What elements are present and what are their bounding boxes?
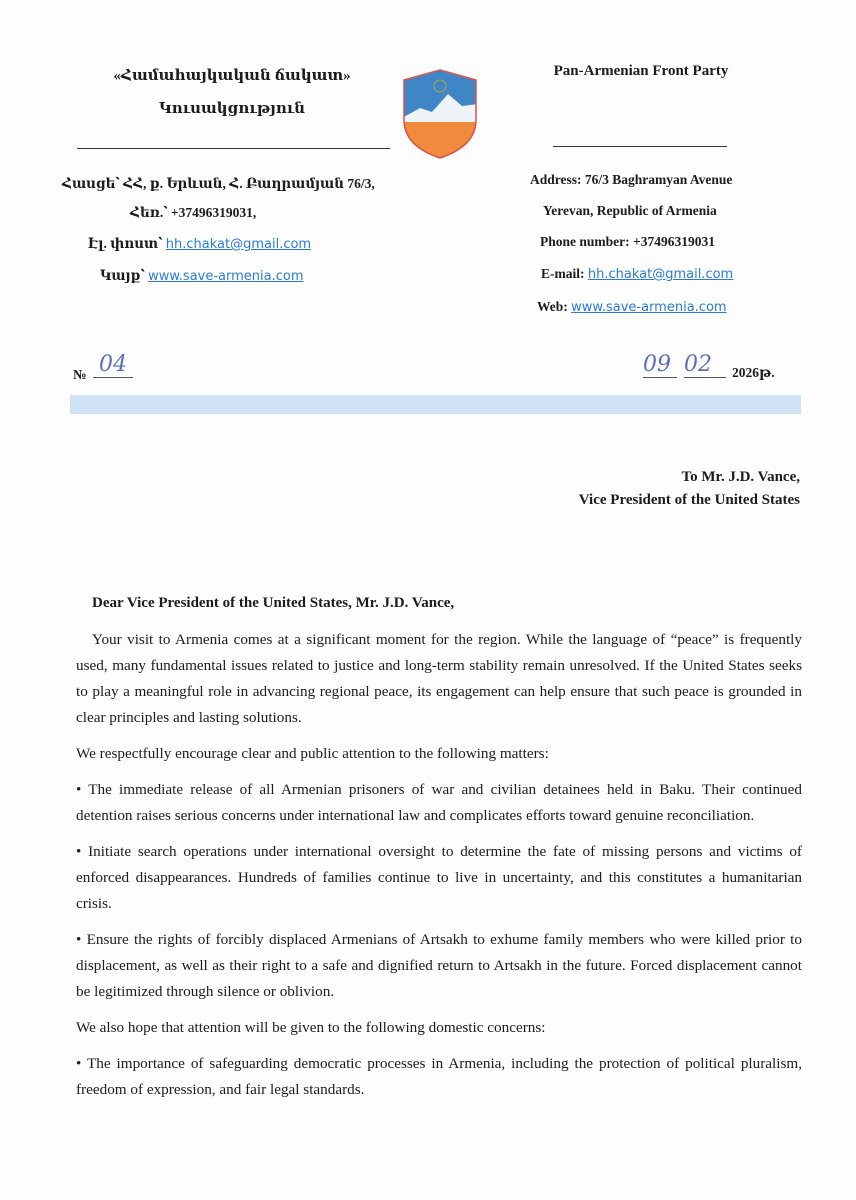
header-rule-right (553, 146, 727, 147)
paragraph-request: We respectfully encourage clear and public attention to the following matters: (76, 745, 549, 762)
address-armenian: Հասցե՝ ՀՀ, ք. Երևան, Հ. Բաղրամյան 76/3, (62, 176, 375, 191)
header-band (70, 395, 801, 414)
phone-english: Phone number: +37496319031 (540, 234, 715, 249)
bullet-missing-persons: • Initiate search operations under international oversight to determine the fate of missing persons and victims of enforced disappearances. Hundreds of families continue to live in uncertainty, and this constitutes a humanitarian crisis. (76, 843, 802, 912)
email-english-row (541, 266, 733, 282)
web-label: Web: (537, 299, 568, 314)
letter-body (76, 627, 802, 1113)
bullet-prisoners: • The immediate release of all Armenian prisoners of war and civilian detainees held in Baku. Their continued detention raises serious concerns under international law and complicates efforts toward genuine reconciliation. (76, 781, 802, 824)
web-link[interactable]: www.save-armenia.com (571, 300, 727, 315)
paragraph-domestic: We also hope that attention will be given to the following domestic concerns: (76, 1019, 546, 1036)
paragraph-intro: Your visit to Armenia comes at a significant moment for the region. While the language of “peace” is frequently used, many fundamental issues related to justice and long-term stability remain unresolved. If the United States seeks to play a meaningful role in advancing regional peace, its engagement can help ensure that such peace is grounded in clear principles and lasting solutions. (76, 631, 802, 726)
party-name-english: Pan-Armenian Front Party (553, 63, 729, 79)
date-year: 2026թ. (732, 365, 775, 380)
email-label: E-mail: (541, 266, 585, 281)
bullet-artsakh: • Ensure the rights of forcibly displaced Armenians of Artsakh to exhume family members who were killed prior to displacement, as well as their right to a safe and dignified return to Artsakh in the future. Forced displacement cannot be legitimized through silence or oblivion. (76, 931, 802, 1000)
web-label: Կայք՝ (100, 268, 145, 283)
date-day: 09 (643, 352, 677, 378)
party-name-armenian: «Համահայկական ճակատ» (113, 68, 351, 84)
party-logo-icon (402, 68, 478, 160)
party-type-armenian: Կուսակցություն (158, 101, 306, 117)
ref-no-value: 04 (93, 352, 133, 378)
web-english-row (537, 299, 727, 315)
recipient-line1: To Mr. J.D. Vance, (681, 469, 800, 485)
phone-armenian: Հեռ.՝ +37496319031, (130, 205, 257, 220)
header-rule-left (77, 148, 390, 149)
address-line1: Address: 76/3 Baghramyan Avenue (530, 172, 733, 187)
email-link[interactable]: hh.chakat@gmail.com (165, 237, 312, 252)
address-line2: Yerevan, Republic of Armenia (543, 203, 717, 218)
bullet-democracy: • The importance of safeguarding democratic processes in Armenia, including the protection of political pluralism, freedom of expression, and fair legal standards. (76, 1055, 802, 1098)
web-link[interactable]: www.save-armenia.com (148, 269, 304, 284)
ref-no-label: № (73, 367, 87, 382)
email-label: Էլ. փոստ՝ (88, 236, 163, 251)
email-link[interactable]: hh.chakat@gmail.com (587, 267, 734, 282)
date-month: 02 (684, 352, 726, 378)
web-armenian-row (100, 268, 304, 284)
salutation: Dear Vice President of the United States, Mr. J.D. Vance, (92, 595, 455, 611)
email-armenian-row (88, 236, 311, 252)
recipient-line2: Vice President of the United States (578, 492, 800, 508)
